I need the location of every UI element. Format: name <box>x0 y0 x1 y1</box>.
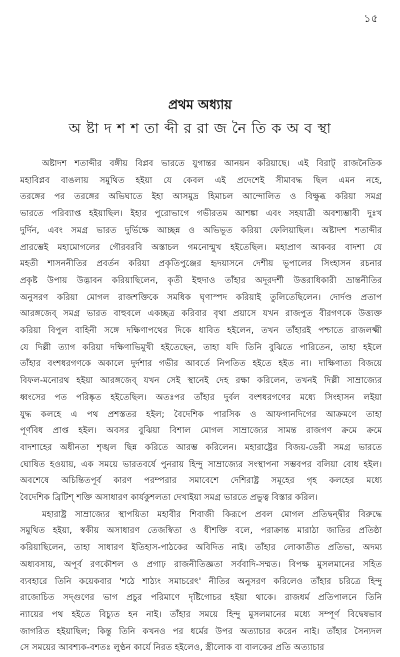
text-line: মহতী শাসননীতির প্রবর্তন করিয়া প্রকৃতিপুঞ্জের হৃদয়াসনে দেশীয় ভূপালের সিংহাসন রচনার <box>20 259 382 270</box>
text-line: ধ্বংসের পত পরিষ্কৃত হইতেছিল। অতঃপর তাঁহার দুর্বল বংশধরগণের মধ্যে সিংহাসন লইয়া <box>20 392 382 403</box>
text-line: যুদ্ধ কলহে এ পথ প্রশস্ততর হইল; বৈদেশিক পারসিক ও আফগানদিগের আক্রমণে তাহা <box>20 409 382 420</box>
text-line: বাদশাহের অধীনতা শৃঙ্খল ছিন্ন করিতে আরম্ভ করিলেন। মহারাষ্ট্রের বিজয়-ডেরী সমগ্র ভারতে <box>20 442 382 453</box>
text-line: অবশেষে অচিন্তিতপূর্ব কারণ পরম্পরার সমাবেশে দেশিরাষ্ট্র সমূহের গৃহ কলহের মধ্যে <box>20 476 382 487</box>
text-line: তরঙ্গের পর তরঙ্গের অভিঘাতে ইহা আসমুদ্র হিমাচল আন্দোলিত ও বিক্ষুব্ধ করিয়া সমগ্র <box>20 192 382 203</box>
text-line: বৈদেশিক ব্রিটিশ্ শক্তি অসাধারণ কার্যকুশলতা দেখাইয়া সমগ্র ভারতে প্রভুত্ব বিস্তার করিল। <box>20 493 318 504</box>
text-line: ভারতে পরিব্যাপ্ত হইয়াছিল। ইহার পুরোভাগে গভীরতম আশঙ্কা এবং সহযাত্রী অবশ্যম্ভাবী দুঃখ <box>20 209 382 220</box>
text-line: অনুসরণ করিয়া মোগল রাজশক্তিকে সমধিক ঘৃণাস্পদ করিয়াই তুলিতেছিলেন। দোর্দণ্ড প্রতাপ <box>20 292 382 303</box>
text-line: প্রকৃষ্ট উপায় উদ্ভাবন করিয়াছিলেন, কৃতী ইহুদাও তাঁহার অদূরদর্শী উত্তরাধিকারী ভ্রান্তনীতির <box>20 275 382 286</box>
text-line: সে সময়ের আবশ্যক-বশতঃ লুণ্ঠন কার্যে নিরত হইলেও, স্ত্রীলোক বা বালকের প্রতি অত্যাচার <box>20 643 325 654</box>
text-line: জাগরিত হইয়াছিল; কিন্তু তিনি কখনও পর ধর্মের উপর অত্যাচার করেন নাই। তাঁহার সৈন্যদল <box>20 626 382 637</box>
text-line: অধ্যবসায়, অপূর্ব রণকৌশল ও প্রগাঢ় রাজনীতিজ্ঞতা সর্ববাদি-সম্মত। বিপক্ষ মুসলমানের সহিত <box>20 559 382 570</box>
paragraph-1 <box>20 156 382 507</box>
text-line: ঘোষিত হওয়ায়, এক সময়ে ভারতবর্ষে পুনরায় হিন্দু সাম্রাজ্যের সংস্থাপনা সম্ভবপর বলিয়া বোধ হইল। <box>20 459 382 470</box>
text-line: দুর্দিন, এবং সমগ্র ভারত দুর্ভিক্ষে আচ্ছন্ন ও অভিভূত করিয়া ফেলিয়াছিল। অষ্টাদশ শতাব্দীর <box>20 225 382 236</box>
text-line: সমুথিত হইয়া, স্বকীয় অসাধারণ তেজস্বিতা ও ধীশক্তি বলে, পরাক্রান্ত মারাঠা জাতির প্রতিষ্ঠা <box>20 526 382 537</box>
text-line: রাজোচিত সদ্গুণের ভাগ প্রচুর পরিমাণে দৃষ্টিগোচর হইয়া থাকে। রাজধর্ম প্রতিপালনে তিনি <box>20 593 382 604</box>
text-line: আরঙ্গজেব্ সমগ্র ভারত বাহুবলে একচ্ছত্র করিবার বৃথা প্রয়াসে যখন রাজপুত বীরগণকে উত্ত্যক্ত <box>20 309 382 320</box>
text-line: যে দিল্লী ত্যাগ করিয়া দক্ষিণাভিমুখী হইতেছেন, তাহা যদি তিনি বুঝিতে পারিতেন, তাহা হইলে <box>20 342 382 353</box>
text-line: বিফল-মনোরথ হইয়া আরঙ্গজেব্ যখন সেই স্থানেই দেহ রক্ষা করিলেন, তখনই দিল্লী সাম্রাজ্যের <box>20 376 382 387</box>
text-line: করিয়াছিলেন, তাহা সাধারণ ইতিহাস-পাঠকের অবিদিত নাই। তাঁহার লোকাতীত প্রতিভা, অদম্য <box>20 543 382 554</box>
text-line: প্রারম্ভেই মহামোগলের গৌরবরবি অস্তাচল গমনোন্মুখ হইতেছিল। মহাপ্রাণ আকবর বাদশা যে <box>20 242 382 253</box>
chapter-heading: প্রথম অধ্যায় <box>168 98 232 113</box>
text-line: মহাবিপ্লব বাঙলায় সমুথিত হইয়া যে কেবল এই প্রদেশেই সীমাবদ্ধ ছিল এমন নহে, <box>20 175 382 186</box>
chapter-title: অ ষ্টা দ শ শ তা ব্দী র রা জ নৈ তি ক অ ব স্থা <box>68 121 332 137</box>
page-number: ১৫ <box>363 12 378 25</box>
paragraph-2 <box>20 507 382 657</box>
body-text <box>20 156 382 657</box>
text-line: অষ্টাদশ শতাব্দীর বঙ্গীয় বিপ্লব ভারতে যুগান্তর আনয়ন করিয়াছে। এই বিরাট্ রাজনৈতিক <box>42 159 382 169</box>
text-line: ন্যায়ের পথ হইতে বিচ্যুত হন নাই। তাঁহার সময়ে হিন্দু মুসলমানের মধ্যে সম্পূর্ণ বিদ্বেষভাব <box>20 609 382 620</box>
text-line: করিয়া বিপুল বাহিনী সঙ্গে দক্ষিণাপথের দিকে ধাবিত হইলেন, তখন তাঁহারই পশ্চাতে রাজলক্ষ্মী <box>20 326 382 337</box>
text-line: পূর্ণবিধ প্রাপ্ত হইল। অবসর বুঝিয়া বিশাল মোগল সাম্রাজ্যের সামন্ত রাজগণ ক্রমে ক্রমে <box>20 426 382 437</box>
text-line: মহারাষ্ট্র সাম্রাজ্যের স্থাপয়িতা মহাবীর শিবাজী কিরূপে প্রবল মোগল প্রতিদ্বন্দ্বীর বিরুদ্ধে <box>42 509 382 520</box>
text-line: ব্যবহারে তিনি কয়েকবার 'শঠে শাঠ্যং সমাচরেৎ' নীতির অনুসরণ করিলেও তাঁহার চরিত্রে হিন্দু <box>20 576 382 587</box>
text-line: তাঁহার বংশধরগণকে অকালে দুর্দশার গভীর আবর্তে নিপতিত হইতে হইত না। দাক্ষিণাত্য বিজয়ে <box>20 359 382 370</box>
